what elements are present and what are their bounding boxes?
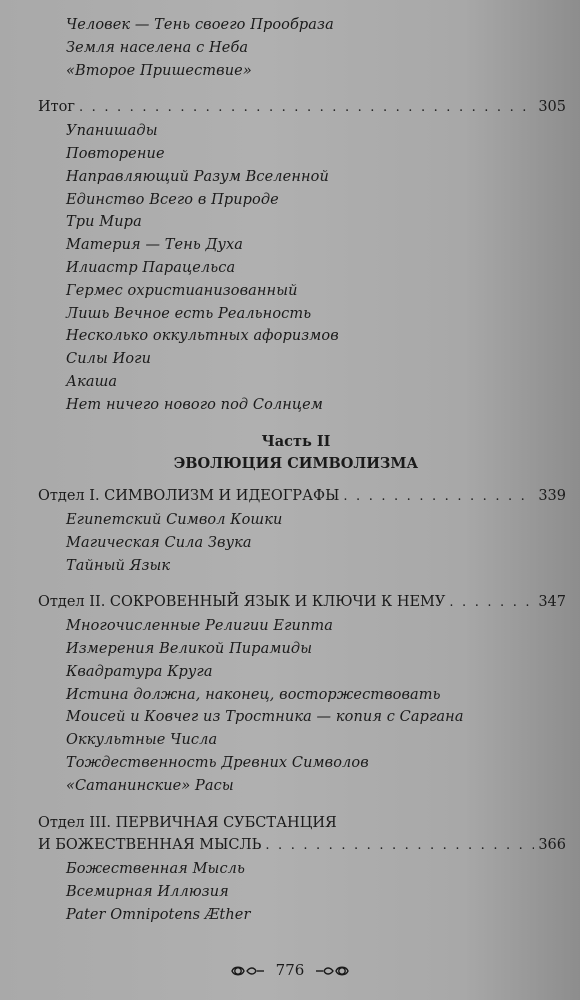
toc-subitem: «Второе Пришествие» xyxy=(66,62,252,79)
toc-subitem: Повторение xyxy=(66,145,165,162)
toc-subitem: Три Мира xyxy=(66,214,142,231)
toc-subitem: Тайный Язык xyxy=(66,557,171,574)
toc-page-number: 347 xyxy=(538,594,566,611)
top-items xyxy=(38,14,566,82)
toc-subitem: Моисей и Ковчег из Тростника — копия с Саргана xyxy=(66,709,464,726)
toc-subitem: Египетский Символ Кошки xyxy=(66,511,283,528)
toc-subitem: Лишь Вечное есть Реальность xyxy=(66,305,312,322)
toc-subitem: Акаша xyxy=(66,373,118,390)
toc-entry-section xyxy=(38,834,566,858)
toc-entry-itog xyxy=(38,96,566,120)
part-title: ЭВОЛЮЦИЯ СИМВОЛИЗМА xyxy=(173,455,419,473)
toc-subitem: Оккультные Числа xyxy=(66,732,218,749)
leader-dots xyxy=(79,97,534,120)
itog-section xyxy=(38,96,566,416)
toc-subitem: Человек — Тень своего Прообраза xyxy=(66,17,334,33)
toc-subitem: Силы Иоги xyxy=(66,351,152,368)
toc-subitem: Упанишады xyxy=(66,123,158,140)
toc-page-number: 339 xyxy=(538,488,566,505)
toc-subitem: Гермес охристианизованный xyxy=(66,282,298,299)
toc-subitem: Земля населена с Неба xyxy=(66,39,249,56)
page-footer xyxy=(0,960,580,980)
toc-subitem: Измерения Великой Пирамиды xyxy=(66,640,313,657)
toc-entry-title: Отдел I. СИМВОЛИЗМ И ИДЕОГРАФЫ xyxy=(38,488,340,505)
leader-dots xyxy=(343,486,534,509)
toc-subitem: Pater Omnipotens Æther xyxy=(66,906,251,923)
toc-entry-section xyxy=(38,485,566,509)
toc-subitem: Всемирная Иллюзия xyxy=(66,883,229,900)
section-2 xyxy=(38,591,566,797)
part-label: Часть II xyxy=(261,432,331,450)
toc-entry-title-line1: Отдел III. ПЕРВИЧНАЯ СУБСТАНЦИЯ xyxy=(38,814,337,831)
leader-dots xyxy=(449,592,534,615)
toc-subitem: Истина должна, наконец, восторжествовать xyxy=(66,686,441,703)
toc-subitem: Нет ничего нового под Солнцем xyxy=(66,396,323,413)
page-number: 776 xyxy=(275,961,305,979)
toc-subitem: Илиастр Парацельса xyxy=(66,259,236,276)
leader-dots xyxy=(265,835,534,858)
ornament-right-icon xyxy=(315,964,349,978)
toc-subitem: Единство Всего в Природе xyxy=(66,191,279,208)
toc-entry-section xyxy=(38,591,566,615)
toc-subitem: Несколько оккультных афоризмов xyxy=(66,328,339,345)
section-3 xyxy=(38,812,566,927)
toc-subitem: Магическая Сила Звука xyxy=(66,534,252,551)
toc-entry-title: Итог xyxy=(38,99,75,116)
toc-subitem: Многочисленные Религии Египта xyxy=(66,618,333,635)
toc-subitem: Тождественность Древних Символов xyxy=(66,754,369,771)
toc-subitem: «Сатанинские» Расы xyxy=(66,777,234,794)
toc-page xyxy=(38,14,566,926)
toc-page-number: 366 xyxy=(538,837,566,854)
toc-subitem: Божественная Мысль xyxy=(66,861,246,878)
toc-subitem: Материя — Тень Духа xyxy=(66,237,243,254)
toc-page-number: 305 xyxy=(538,99,566,116)
toc-entry-title: Отдел II. СОКРОВЕННЫЙ ЯЗЫК И КЛЮЧИ К НЕМУ xyxy=(38,594,446,611)
toc-subitem: Квадратура Круга xyxy=(66,663,213,680)
toc-subitem: Направляющий Разум Вселенной xyxy=(66,168,329,185)
ornament-left-icon xyxy=(231,964,265,978)
toc-entry-title-line2: И БОЖЕСТВЕННАЯ МЫСЛЬ xyxy=(38,837,262,854)
section-1 xyxy=(38,485,566,577)
